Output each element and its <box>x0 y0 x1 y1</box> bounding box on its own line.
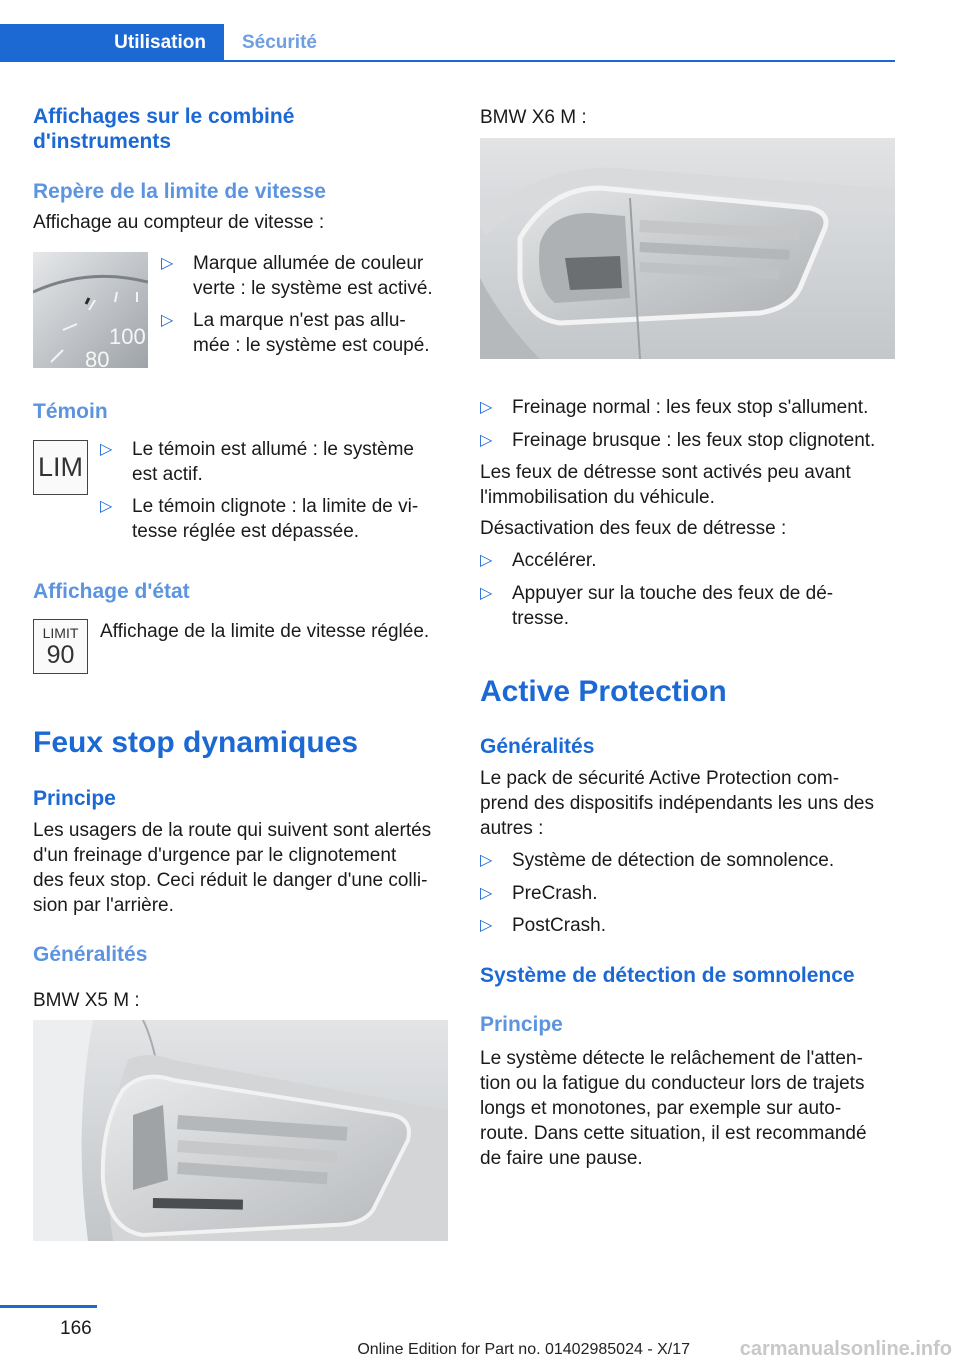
bullet-line: verte : le système est activé. <box>193 278 433 299</box>
list-item <box>100 494 460 544</box>
paragraph-line: longs et monotones, par exemple sur auto- <box>480 1098 842 1119</box>
paragraph-line: Les usagers de la route qui suivent sont alertés <box>33 820 432 841</box>
section-title-line: Affichages sur le combiné <box>33 105 295 128</box>
list-item <box>161 251 461 301</box>
bullet-line: tesse réglée est dépassée. <box>132 521 360 542</box>
paragraph-line: route. Dans cette situation, il est recommandé <box>480 1123 867 1144</box>
heading-generalites: Généralités <box>33 943 148 966</box>
bullet-line: Freinage normal : les feux stop s'allument. <box>512 397 869 418</box>
footer-divider <box>0 1305 97 1308</box>
triangle-right-icon: ▷ <box>100 498 113 515</box>
bullet-line: mée : le système est coupé. <box>193 335 430 356</box>
x6-label: BMW X6 M : <box>480 107 587 128</box>
list-item <box>480 913 900 938</box>
bullet-line: Appuyer sur la touche des feux de dé- <box>512 583 834 604</box>
bullet-line: PreCrash. <box>512 883 598 904</box>
triangle-right-icon: ▷ <box>480 885 493 902</box>
speed-label-80: 80 <box>85 347 110 368</box>
speed-limit-intro: Affichage au compteur de vitesse : <box>33 212 325 233</box>
title-active-protection: Active Protection <box>480 675 727 708</box>
paragraph-line: autres : <box>480 818 544 839</box>
tab-securite[interactable]: Sécurité <box>242 32 317 53</box>
list-item <box>480 581 900 631</box>
bullet-line: La marque n'est pas allu- <box>193 310 406 331</box>
edition-text: Online Edition for Part no. 01402985024 - X/17 <box>357 1341 690 1358</box>
list-item <box>480 428 900 453</box>
speedometer-image <box>33 252 148 368</box>
triangle-right-icon: ▷ <box>480 585 493 602</box>
triangle-right-icon: ▷ <box>480 552 493 569</box>
triangle-right-icon: ▷ <box>100 441 113 458</box>
bullet-line: PostCrash. <box>512 915 606 936</box>
heading-principe-drowsiness: Principe <box>480 1013 563 1036</box>
paragraph-line: des feux stop. Ceci réduit le danger d'une colli- <box>33 870 428 891</box>
paragraph-line: prend des dispositifs indépendants les uns des <box>480 793 874 814</box>
ap-general-paragraph <box>480 766 900 841</box>
triangle-right-icon: ▷ <box>161 255 174 272</box>
paragraph-line: l'immobilisation du véhicule. <box>480 487 715 508</box>
heading-affichage-etat: Affichage d'état <box>33 580 190 603</box>
x5-label: BMW X5 M : <box>33 990 140 1011</box>
section-title-instruments <box>33 104 294 154</box>
list-item <box>480 848 900 873</box>
list-item <box>161 308 461 358</box>
heading-principe: Principe <box>33 787 116 810</box>
paragraph-line: Les feux de détresse sont activés peu avant <box>480 462 851 483</box>
bullet-line: est actif. <box>132 464 203 485</box>
lim-indicator-icon <box>33 440 88 495</box>
bullet-line: Le témoin clignote : la limite de vi- <box>132 496 419 517</box>
header-tabs <box>0 0 895 62</box>
list-item <box>100 437 460 487</box>
paragraph-line: d'un freinage d'urgence par le clignotement <box>33 845 397 866</box>
bullet-line: Accélérer. <box>512 550 597 571</box>
status-text: Affichage de la limite de vitesse réglée. <box>100 621 430 642</box>
deactivation-text: Désactivation des feux de détresse : <box>480 518 787 539</box>
heading-generalites-ap: Généralités <box>480 735 595 758</box>
triangle-right-icon: ▷ <box>161 312 174 329</box>
bullet-line: Système de détection de somnolence. <box>512 850 835 871</box>
triangle-right-icon: ▷ <box>480 917 493 934</box>
heading-drowsiness: Système de détection de somnolence <box>480 964 855 987</box>
header-divider <box>0 60 895 62</box>
limit-90-icon <box>33 619 88 674</box>
paragraph-line: sion par l'arrière. <box>33 895 174 916</box>
drowsiness-paragraph <box>480 1046 900 1171</box>
speed-label-100: 100 <box>109 324 146 349</box>
title-feux-stop: Feux stop dynamiques <box>33 726 359 759</box>
paragraph-line: de faire une pause. <box>480 1148 643 1169</box>
principle-paragraph <box>33 818 453 918</box>
limit-icon-value: 90 <box>46 640 75 669</box>
bullet-line: Marque allumée de couleur <box>193 253 424 274</box>
triangle-right-icon: ▷ <box>480 852 493 869</box>
page-number: 166 <box>60 1318 92 1339</box>
list-item <box>480 881 900 906</box>
lim-icon-text: LIM <box>37 452 83 482</box>
bullet-line: Le témoin est allumé : le système <box>132 439 414 460</box>
list-item <box>480 395 900 420</box>
bullet-line: Freinage brusque : les feux stop clignotent. <box>512 430 876 451</box>
section-title-line: d'instruments <box>33 130 172 153</box>
list-item <box>480 548 900 573</box>
heading-speed-limit-mark: Repère de la limite de vitesse <box>33 180 326 203</box>
x6-taillight-image <box>480 138 895 359</box>
paragraph-line: Le système détecte le relâchement de l'atten- <box>480 1048 863 1069</box>
triangle-right-icon: ▷ <box>480 399 493 416</box>
paragraph-line: tion ou la fatigue du conducteur lors de trajets <box>480 1073 865 1094</box>
bullet-line: tresse. <box>512 608 570 629</box>
x5-taillight-image <box>33 1020 448 1241</box>
watermark: carmanualsonline.info <box>739 1338 952 1360</box>
limit-icon-label: LIMIT <box>42 624 79 641</box>
paragraph-line: Le pack de sécurité Active Protection com- <box>480 768 840 789</box>
heading-temoin: Témoin <box>33 400 108 423</box>
tab-utilisation[interactable]: Utilisation <box>0 24 224 62</box>
hazard-paragraph <box>480 460 900 510</box>
triangle-right-icon: ▷ <box>480 432 493 449</box>
